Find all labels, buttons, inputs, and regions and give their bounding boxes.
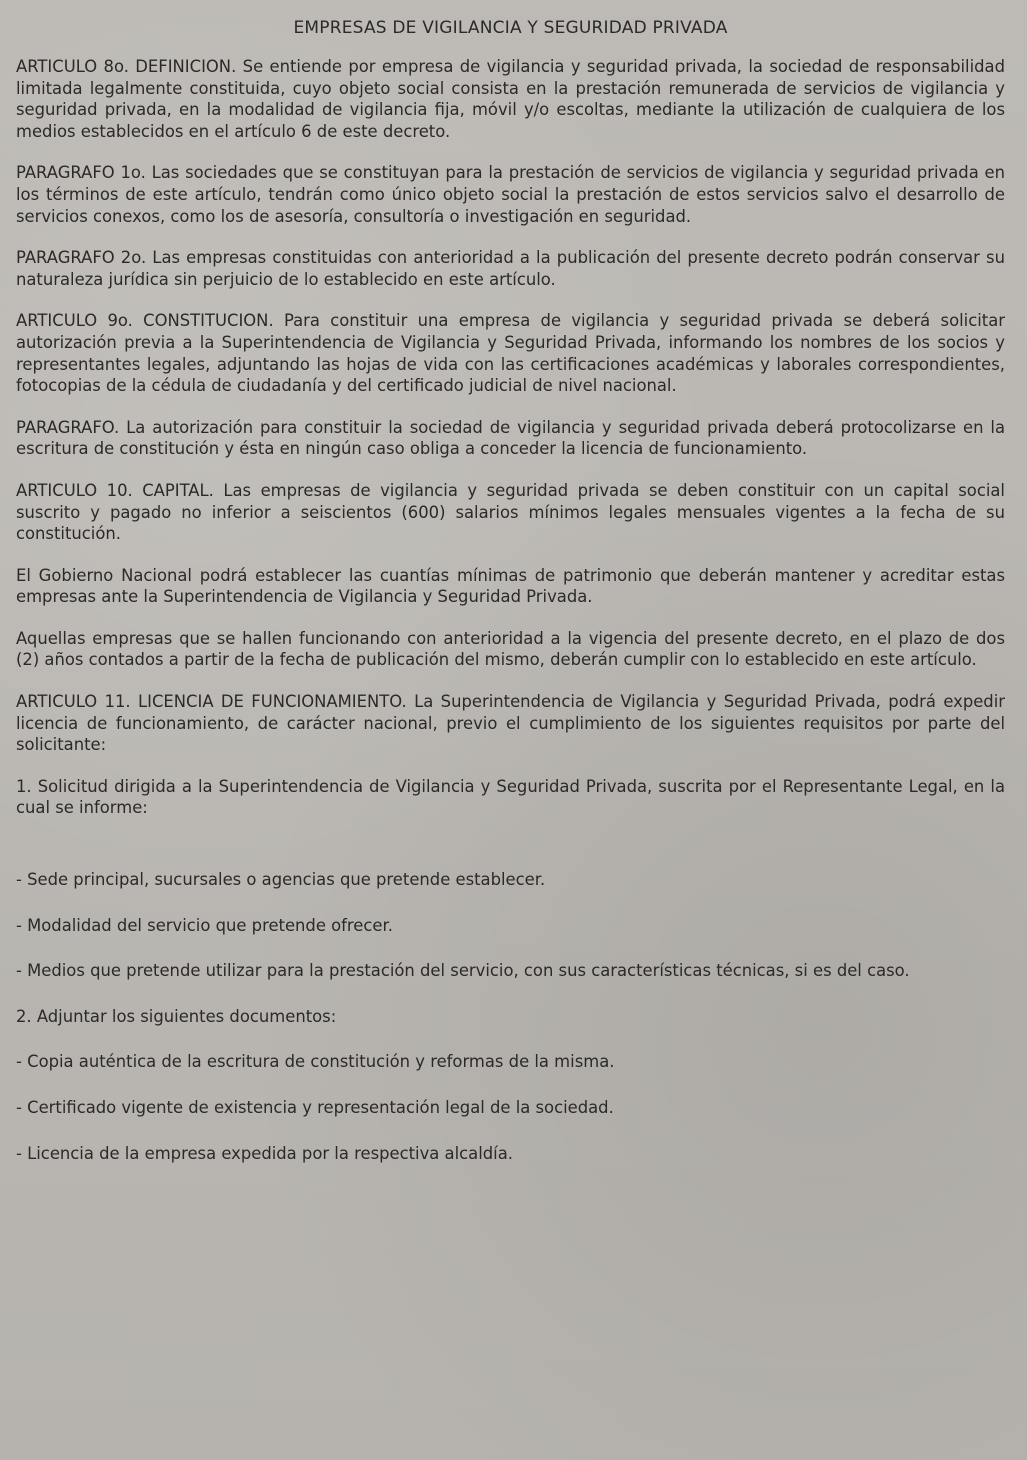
list-item-licencia-alcaldia: - Licencia de la empresa expedida por la respectiva alcaldía.	[16, 1143, 513, 1163]
paragrafo-1o: PARAGRAFO 1o. Las sociedades que se constituyan para la prestación de servicios de vigilancia y seguridad privada en los términos de este artículo, tendrán como único objeto social la prestación de estos servicios salvo el desarrollo de servicios conexos, como los de asesoría, consultoría o investigación en seguridad.	[16, 163, 1005, 226]
document-title: EMPRESAS DE VIGILANCIA Y SEGURIDAD PRIVADA	[293, 18, 728, 38]
article-9-constitucion: ARTICULO 9o. CONSTITUCION. Para constituir una empresa de vigilancia y seguridad privada se deberá solicitar autorización previa a la Superintendencia de Vigilancia y Seguridad Privada, informando los nombres de los socios y representantes legales, adjuntando las hojas de vida con las certificaciones académicas y laborales correspondientes, fotocopias de la cédula de ciudadanía y del certificado judicial de nivel nacional.	[16, 311, 1005, 396]
gobierno-nacional-paragraph: El Gobierno Nacional podrá establecer las cuantías mínimas de patrimonio que deberán mantener y acreditar estas empresas ante la Superintendencia de Vigilancia y Seguridad Privada.	[16, 565, 1005, 607]
article-8-definicion: ARTICULO 8o. DEFINICION. Se entiende por empresa de vigilancia y seguridad privada, la sociedad de responsabilidad limitada legalmente constituida, cuyo objeto social consista en la prestación remunerada de servicios de vigilancia y seguridad privada, en la modalidad de vigilancia fija, móvil y/o escoltas, mediante la utilización de cualquiera de los medios establecidos en el artículo 6 de este decreto.	[16, 57, 1005, 141]
requirement-1-solicitud: 1. Solicitud dirigida a la Superintendencia de Vigilancia y Seguridad Privada, suscrita por el Representante Legal, en la cual se informe:	[16, 776, 1005, 818]
list-item-medios: - Medios que pretende utilizar para la prestación del servicio, con sus características técnicas, si es del caso.	[16, 961, 910, 981]
paragrafo-autorizacion: PARAGRAFO. La autorización para constituir la sociedad de vigilancia y seguridad privada deberá protocolizarse en la escritura de constitución y ésta en ningún caso obliga a conceder la licencia de funcionamiento.	[16, 417, 1005, 459]
list-item-sede-principal: - Sede principal, sucursales o agencias que pretende establecer.	[16, 870, 546, 890]
spacer	[16, 839, 1005, 869]
list-item-copia-autentica: - Copia auténtica de la escritura de constitución y reformas de la misma.	[16, 1052, 615, 1072]
section-2-heading: 2. Adjuntar los siguientes documentos:	[16, 1006, 337, 1026]
article-10-capital: ARTICULO 10. CAPITAL. Las empresas de vigilancia y seguridad privada se deben constituir con un capital social suscrito y pagado no inferior a seiscientos (600) salarios mínimos legales mensuales vigentes a la fecha de su constitución.	[16, 480, 1005, 544]
list-item-modalidad-servicio: - Modalidad del servicio que pretende ofrecer.	[16, 915, 393, 935]
article-11-licencia: ARTICULO 11. LICENCIA DE FUNCIONAMIENTO. La Superintendencia de Vigilancia y Seguridad Privada, podrá expedir licencia de funcionamiento, de carácter nacional, previo el cumplimiento de los siguientes requisitos por parte del solicitante:	[16, 692, 1005, 755]
empresas-funcionando-paragraph: Aquellas empresas que se hallen funcionando con anterioridad a la vigencia del presente decreto, en el plazo de dos (2) años contados a partir de la fecha de publicación del mismo, deberán cumplir con lo establecido en este artículo.	[16, 628, 1005, 670]
list-item-certificado-vigente: - Certificado vigente de existencia y representación legal de la sociedad.	[16, 1098, 614, 1117]
paragrafo-2o: PARAGRAFO 2o. Las empresas constituidas con anterioridad a la publicación del presente decreto podrán conservar su naturaleza jurídica sin perjuicio de lo establecido en este artículo.	[16, 248, 1005, 289]
